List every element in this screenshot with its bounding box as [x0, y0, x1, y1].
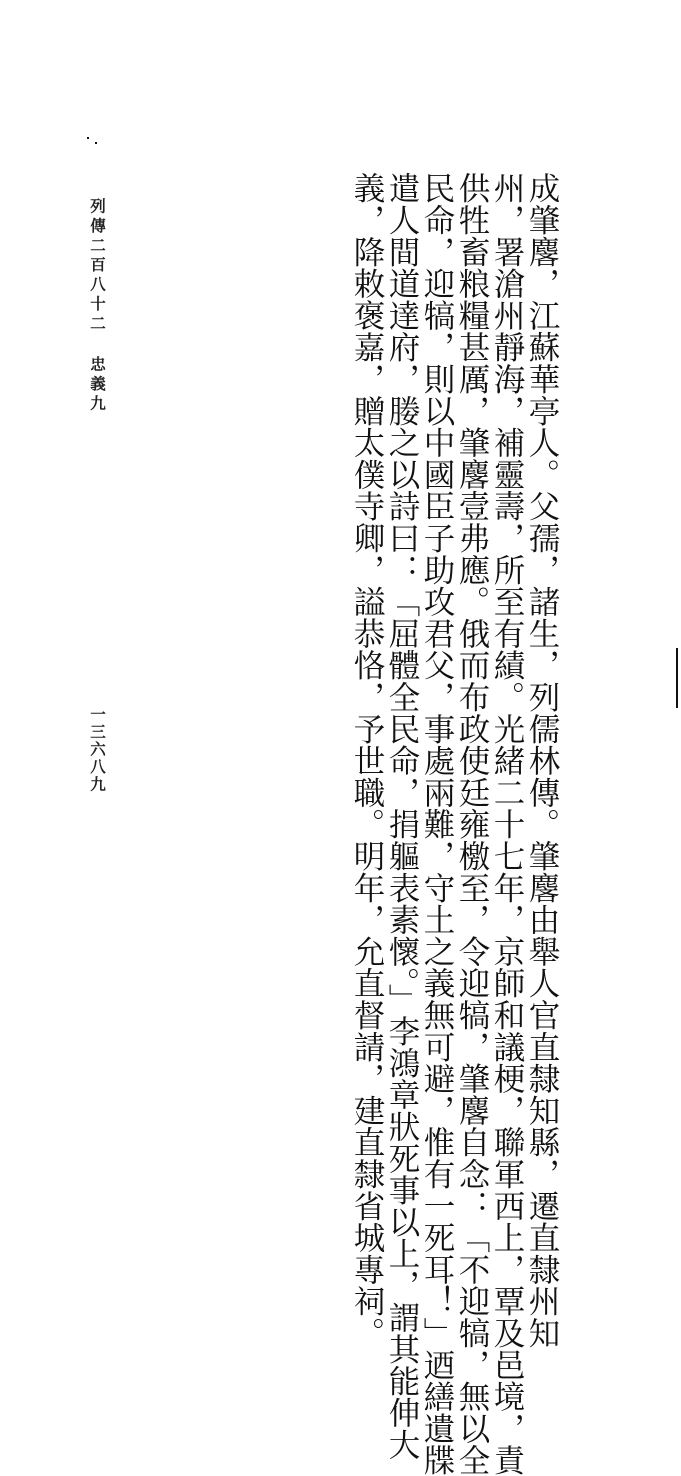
text-column-2: 州，署滄州靜海，補靈壽，所至有績。光緒二十七年，京師和議梗，聯軍西上，覃及邑境，責	[489, 172, 525, 1476]
scan-speck	[95, 142, 97, 144]
running-header-chapter: 忠義九	[88, 356, 107, 415]
margin-mark	[676, 648, 678, 708]
text-column-6: 義，降敕褒嘉，贈太僕寺卿，謚恭恪，予世職。明年，允直督請，建直隸省城專祠。	[349, 172, 385, 1349]
text-column-4: 民命，迎犒，則以中國臣子助攻君父，事處兩難，守土之義無可避，惟有一死耳！」迺繕遺牒	[419, 172, 455, 1476]
text-column-1: 成肇麐，江蘇華亭人。父孺，諸生，列儒林傳。肇麐由舉人官直隸知縣，遷直隸州知	[524, 172, 560, 1349]
text-column-3: 供牲畜粮糧甚厲，肇麐壹弗應。俄而布政使廷雍檄至，令迎犒，肇麐自念：「不迎犒，無以全	[454, 172, 490, 1476]
text-column-5: 遣人間道達府，媵之以詩曰：「屈體全民命，捐軀表素懷。」李鴻章狀死事以上，謂其能伸大	[384, 172, 420, 1461]
running-header-section: 列傳二百八十二	[88, 198, 107, 335]
scan-speck	[87, 137, 89, 139]
page-number: 一三六八九	[88, 706, 107, 794]
